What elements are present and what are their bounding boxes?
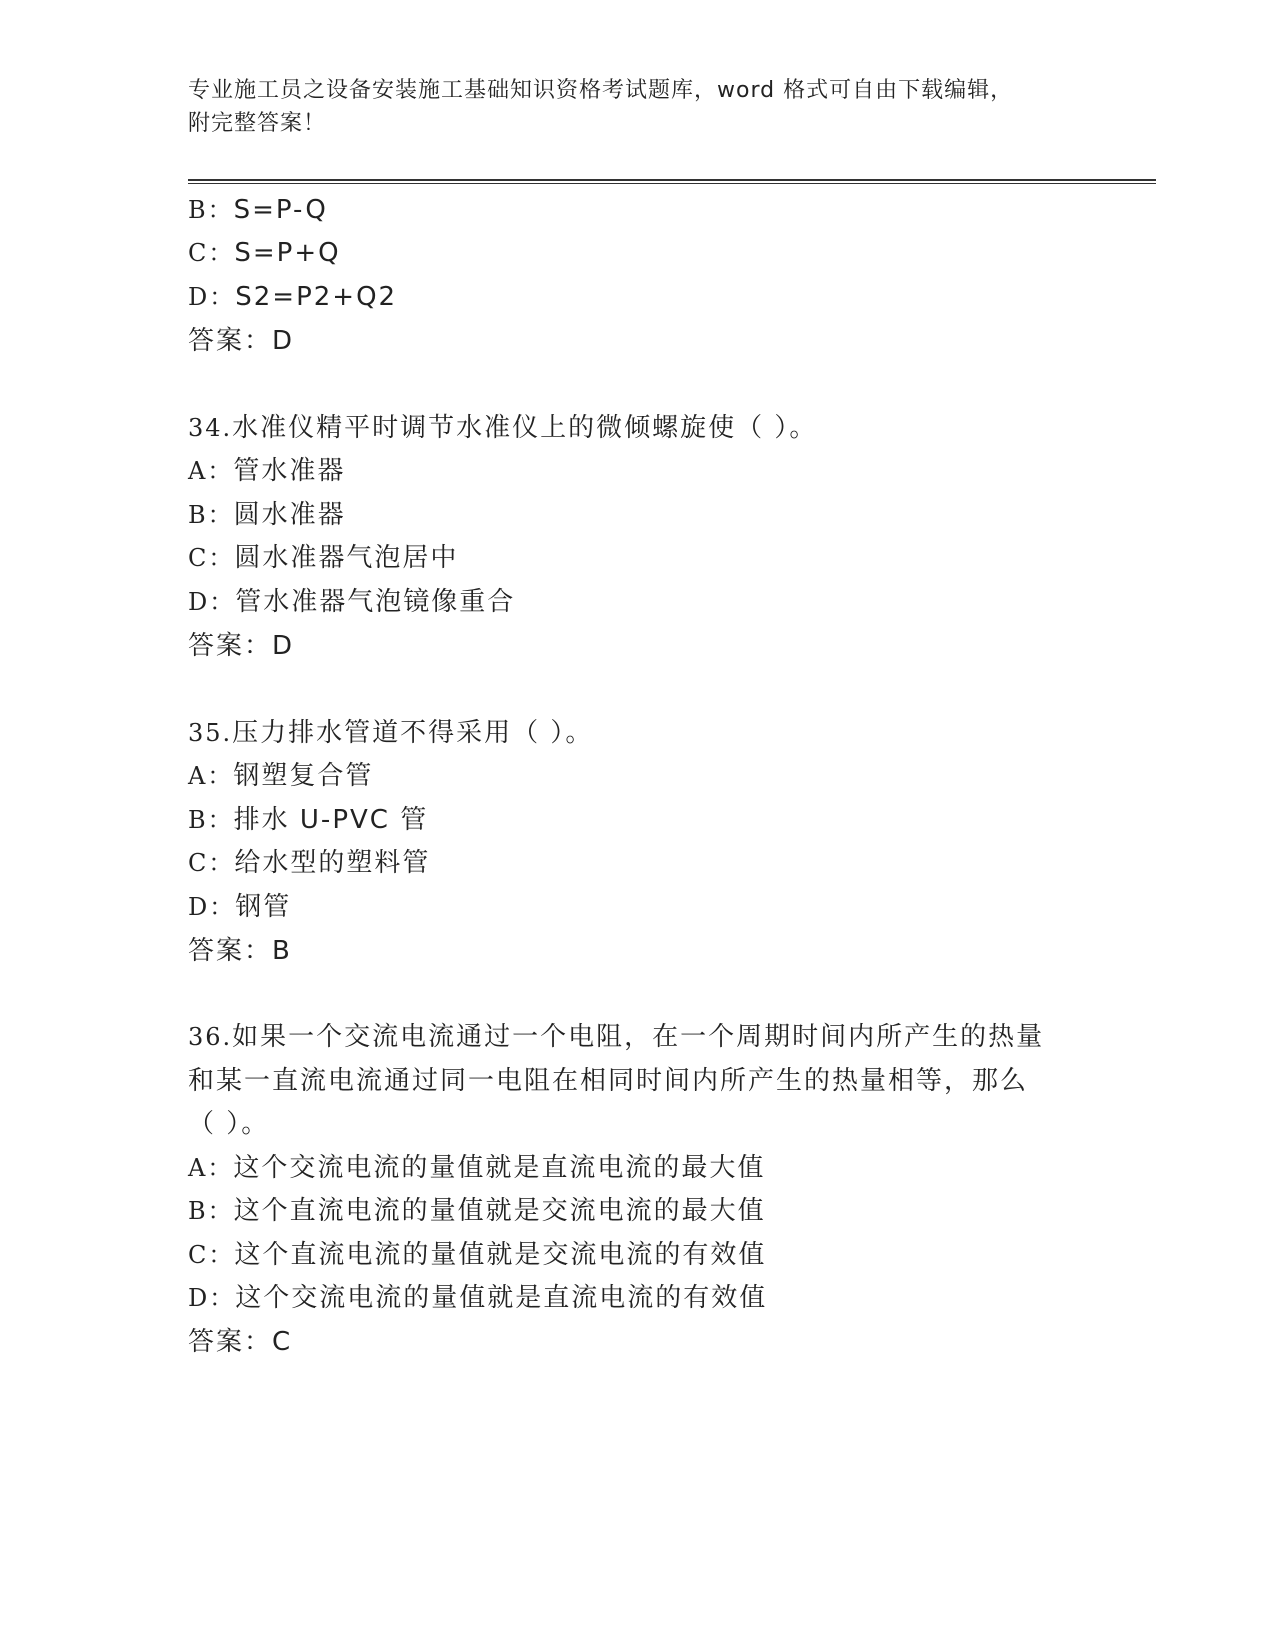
option-letter: B： [188,1197,234,1225]
question-stem-line-2: 和某一直流电流通过同一电阻在相同时间内所产生的热量相等，那么 [188,1066,1029,1096]
option-text: 这个交流电流的量值就是直流电流的最大值 [233,1153,766,1183]
answer: 答案：C [188,1327,293,1357]
option-text: 管水准器气泡镜像重合 [235,587,516,617]
option-letter: C： [188,544,235,572]
option-b [188,803,428,837]
header-text [188,74,1088,140]
option-a [188,759,373,793]
question-text: 如果一个交流电流通过一个电阻，在一个周期时间内所产生的热量 [232,1022,1045,1052]
option-d [188,890,291,924]
option-text: 圆水准器 [233,500,346,530]
answer: 答案：D [188,631,295,661]
option-d [188,280,397,314]
option-letter: A： [188,1154,234,1182]
option-text: 这个直流电流的量值就是交流电流的有效值 [234,1240,767,1270]
option-letter: D： [188,283,236,311]
header-line-2: 附完整答案！ [188,111,327,136]
question-number: 35. [188,719,233,747]
option-text: S=P+Q [234,238,341,268]
option-a [188,1151,765,1185]
option-text: 钢塑复合管 [233,761,374,791]
option-b [188,1194,766,1228]
option-b [188,498,346,532]
option-letter: D： [188,1284,236,1312]
option-text: 钢管 [235,892,292,922]
answer: 答案：D [188,326,295,356]
question-stem [188,716,593,750]
question-number: 34. [188,414,233,442]
question-stem-line-1 [188,1020,1044,1054]
option-letter: A： [188,457,234,485]
option-c [188,541,458,575]
option-c [188,236,341,270]
option-b [188,193,328,227]
question-number: 36. [188,1023,233,1051]
option-text: 排水 U-PVC 管 [233,805,429,835]
option-letter: A： [188,762,234,790]
option-text: 这个交流电流的量值就是直流电流的有效值 [235,1283,768,1313]
option-a [188,454,345,488]
option-letter: B： [188,501,234,529]
option-text: S2=P2+Q2 [235,282,398,312]
option-letter: B： [188,196,234,224]
header-rule-thick [188,179,1156,181]
option-letter: C： [188,1241,235,1269]
question-text: 水准仪精平时调节水准仪上的微倾螺旋使（ ）。 [232,413,818,443]
option-letter: D： [188,588,236,616]
option-text: 管水准器 [233,456,346,486]
header-line-1: 专业施工员之设备安装施工基础知识资格考试题库，word 格式可自由下载编辑， [188,78,1014,103]
header-rule-thin [188,183,1156,184]
option-text: 这个直流电流的量值就是交流电流的最大值 [233,1196,766,1226]
option-c [188,1238,766,1272]
option-letter: C： [188,849,235,877]
option-letter: C： [188,239,235,267]
option-text: 圆水准器气泡居中 [234,543,459,573]
option-c [188,846,430,880]
option-text: S=P-Q [233,195,328,225]
option-letter: B： [188,806,234,834]
answer: 答案：B [188,936,292,966]
option-d [188,585,515,619]
option-text: 给水型的塑料管 [234,848,431,878]
question-stem-line-3: （ ）。 [188,1109,270,1139]
option-d [188,1281,767,1315]
option-letter: D： [188,893,236,921]
question-stem [188,411,817,445]
question-text: 压力排水管道不得采用（ ）。 [232,718,594,748]
